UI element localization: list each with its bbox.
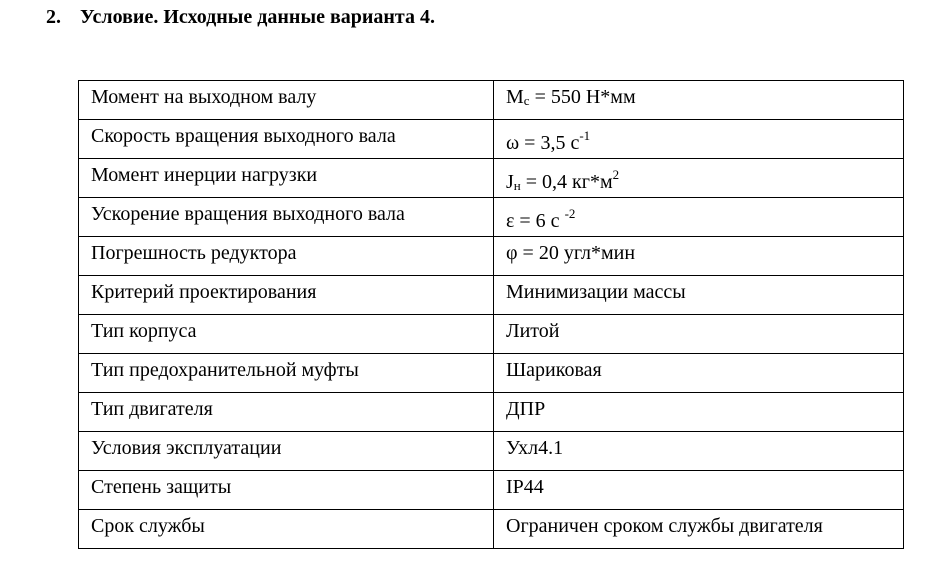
parameters-table (78, 80, 904, 549)
table-row (79, 393, 904, 432)
section-heading (46, 6, 435, 29)
value-subscript: н (513, 178, 521, 193)
value-subscript: c (523, 93, 530, 108)
table-row (79, 354, 904, 393)
parameter-name-cell: Момент инерции нагрузки (79, 159, 494, 198)
parameters-table-body (79, 81, 904, 549)
table-row (79, 432, 904, 471)
value-text-tail: = 0,4 кг*м (520, 171, 613, 193)
value-text: Ухл4.1 (506, 437, 564, 459)
parameter-name-cell: Степень защиты (79, 471, 494, 510)
parameter-name-cell: Тип предохранительной муфты (79, 354, 494, 393)
parameter-name-cell: Погрешность редуктора (79, 237, 494, 276)
value-text: Шариковая (506, 359, 602, 381)
value-text: ДПР (506, 398, 546, 420)
table-row (79, 198, 904, 237)
value-superscript: -1 (579, 128, 591, 143)
table-row (79, 120, 904, 159)
parameter-name-cell: Критерий проектирования (79, 276, 494, 315)
parameter-name-cell: Тип двигателя (79, 393, 494, 432)
section-number: 2. (46, 6, 61, 28)
value-text: ε = 6 с (506, 210, 565, 232)
parameter-value-cell (494, 393, 904, 432)
table-row (79, 510, 904, 549)
parameter-name-cell: Ускорение вращения выходного вала (79, 198, 494, 237)
parameter-value-cell (494, 276, 904, 315)
value-text: J (506, 171, 514, 193)
parameter-name-cell: Условия эксплуатации (79, 432, 494, 471)
parameter-value-cell (494, 120, 904, 159)
table-row (79, 315, 904, 354)
parameter-value-cell (494, 510, 904, 549)
parameter-value-cell (494, 198, 904, 237)
parameter-value-cell (494, 354, 904, 393)
parameter-name-cell: Момент на выходном валу (79, 81, 494, 120)
value-superscript: -2 (564, 206, 576, 221)
parameter-name-cell: Тип корпуса (79, 315, 494, 354)
value-text: M (506, 86, 524, 108)
value-text: Литой (506, 320, 560, 342)
parameter-value-cell (494, 432, 904, 471)
value-text-tail: = 550 Н*мм (529, 86, 636, 108)
parameter-name-cell: Срок службы (79, 510, 494, 549)
parameter-value-cell (494, 237, 904, 276)
value-superscript: 2 (612, 167, 620, 182)
value-text: ω = 3,5 с (506, 132, 580, 154)
parameter-value-cell (494, 471, 904, 510)
table-row (79, 81, 904, 120)
table-row (79, 237, 904, 276)
value-text: IP44 (506, 476, 544, 498)
table-row (79, 471, 904, 510)
table-row (79, 276, 904, 315)
section-title: Условие. Исходные данные варианта 4. (80, 6, 435, 28)
parameter-value-cell (494, 81, 904, 120)
parameter-value-cell (494, 315, 904, 354)
value-text: φ = 20 угл*мин (506, 242, 636, 264)
parameter-name-cell: Скорость вращения выходного вала (79, 120, 494, 159)
parameter-value-cell (494, 159, 904, 198)
value-text: Минимизации массы (506, 281, 686, 303)
value-text: Ограничен сроком службы двигателя (506, 515, 823, 537)
table-row (79, 159, 904, 198)
